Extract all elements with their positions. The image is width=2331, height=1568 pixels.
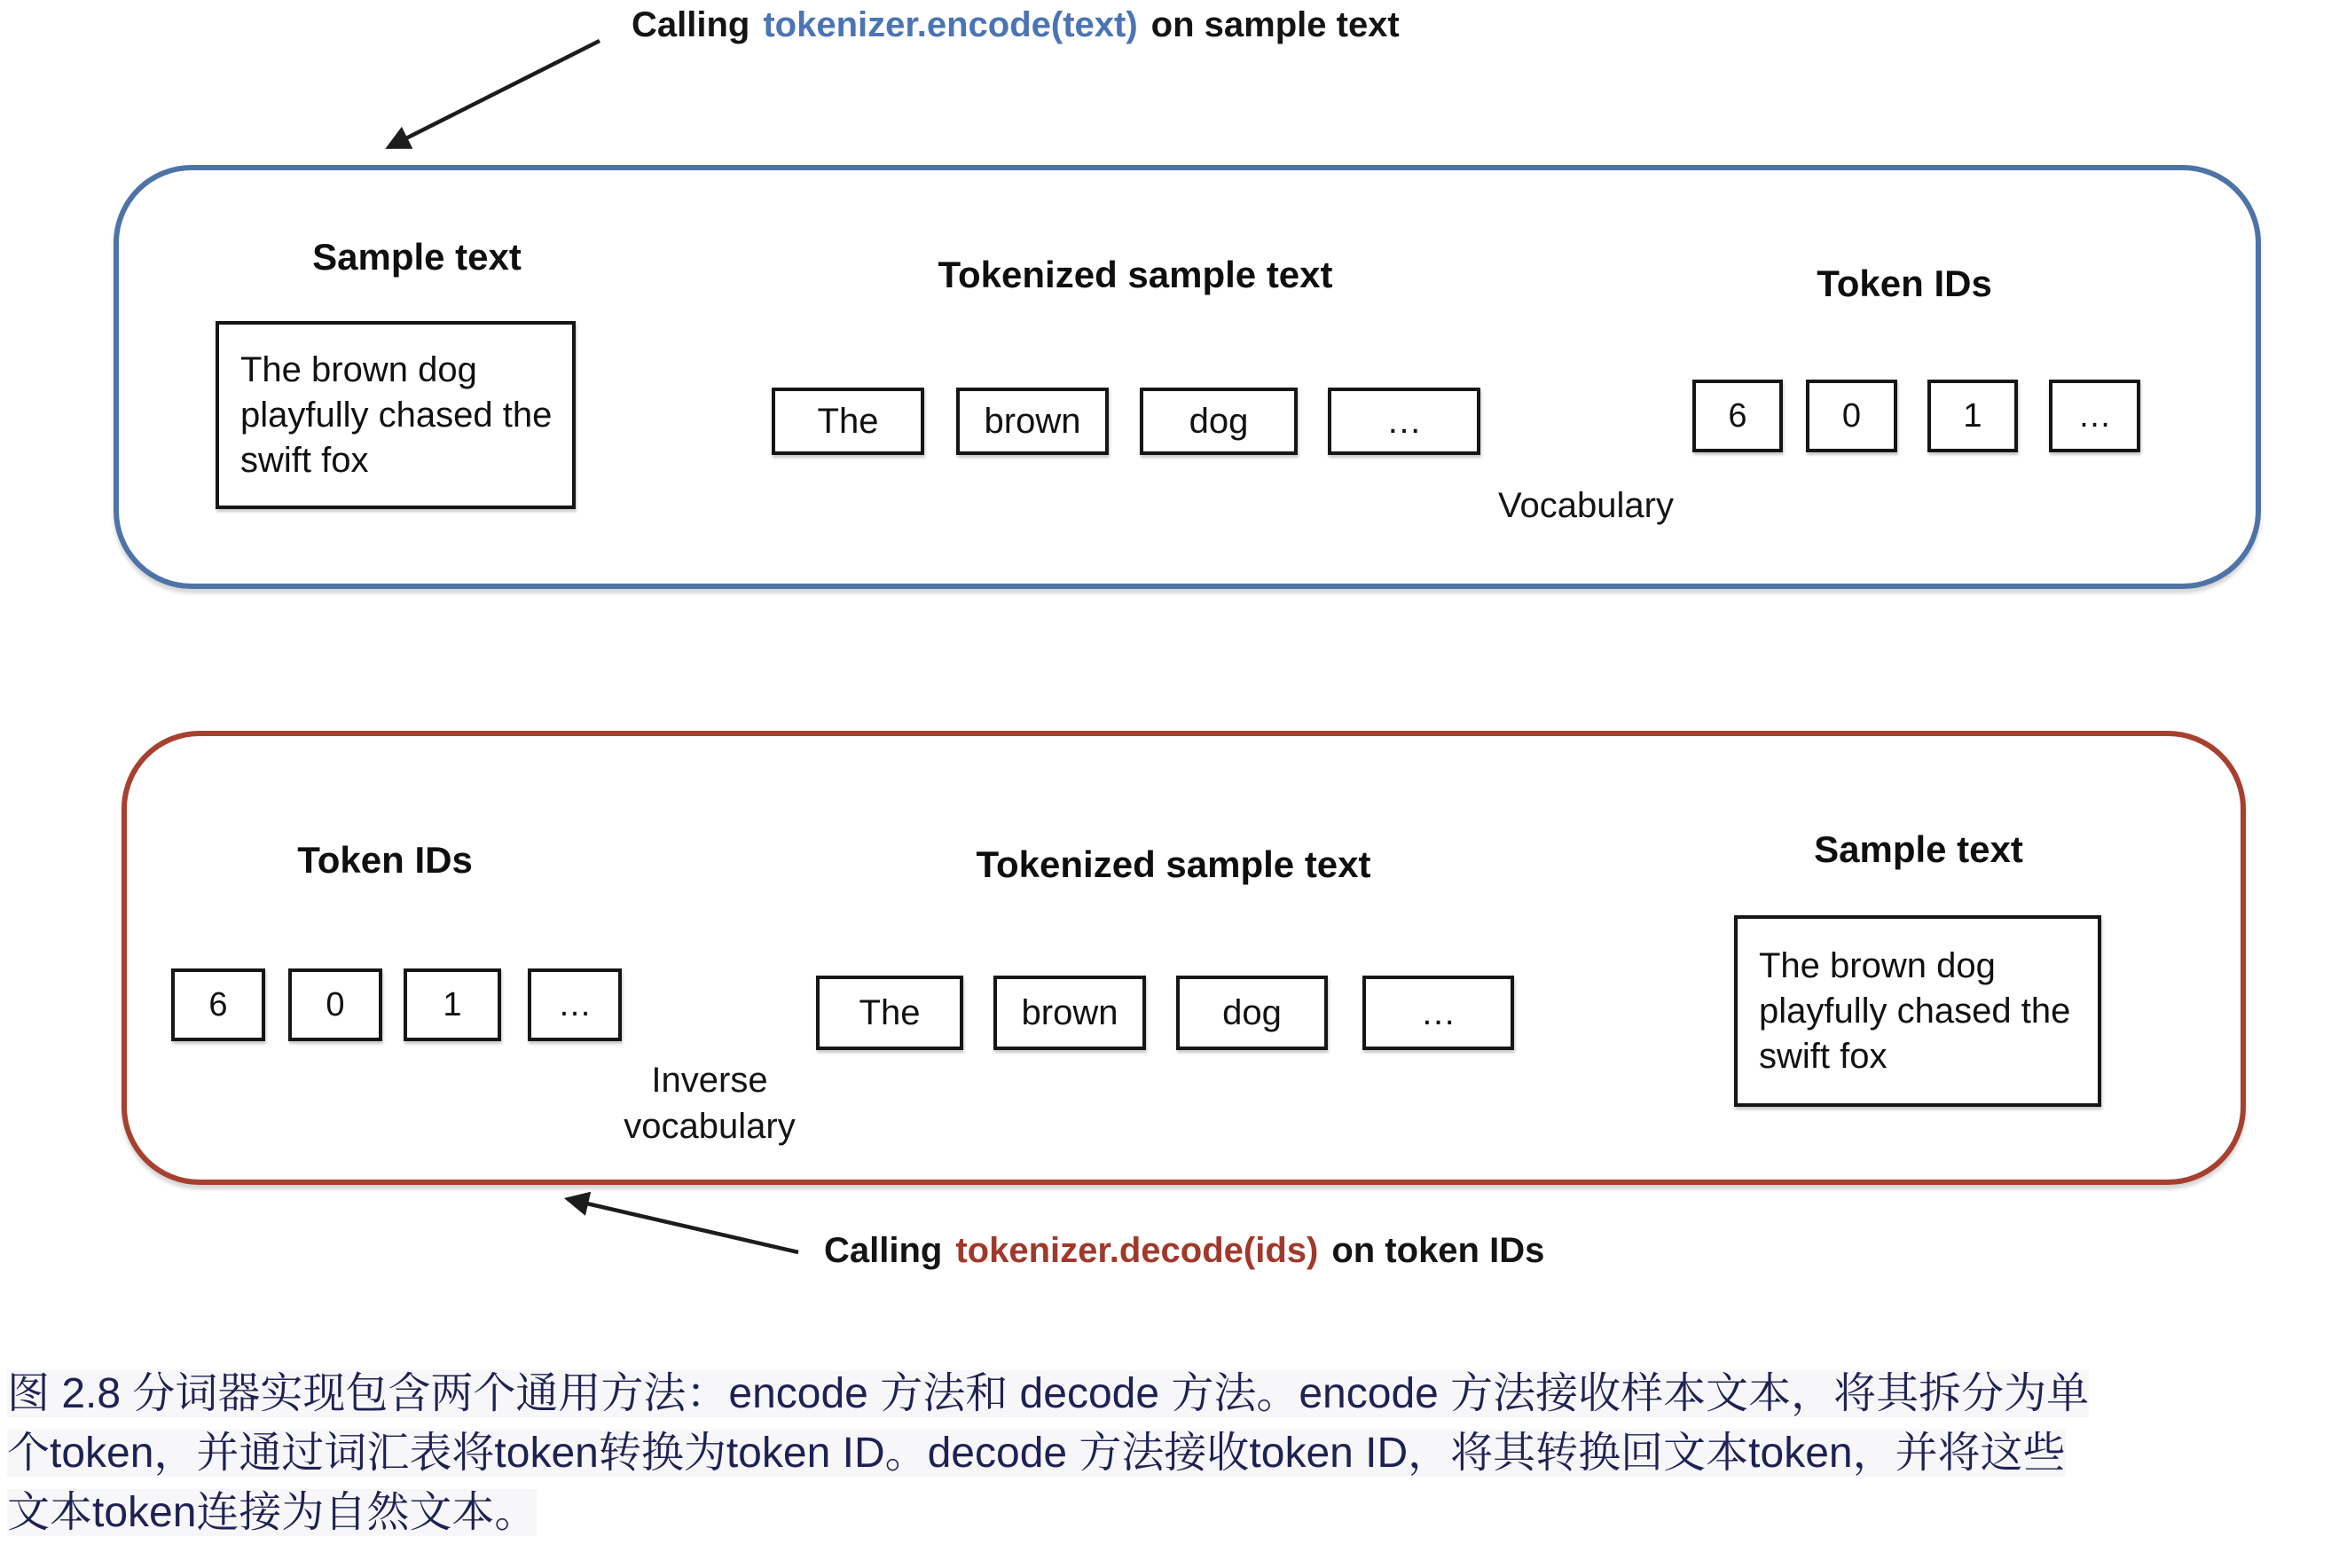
encode-sample-text: The brown dog playfully chased the swift fox [240, 349, 553, 480]
token-box: The [816, 976, 963, 1050]
decode-sample-box [1734, 915, 2101, 1107]
token-box: dog [1140, 388, 1298, 455]
id-box: 1 [404, 968, 501, 1041]
id-box: 6 [1692, 380, 1783, 452]
decode-sample-label: Sample text [1814, 828, 2023, 870]
encode-callout-suffix: on sample text [1150, 5, 1400, 44]
inverse-vocab-line: vocabulary [624, 1107, 796, 1146]
encode-sample-label: Sample text [312, 236, 522, 278]
token-box: … [1362, 976, 1514, 1050]
encode-tokenized-label: Tokenized sample text [938, 254, 1333, 295]
id-box: 0 [288, 968, 382, 1041]
decode-callout-arrow [568, 1199, 798, 1252]
decode-ids-label: Token IDs [297, 839, 473, 881]
decode-callout-code: tokenizer.decode(ids) [955, 1231, 1319, 1270]
token-box: … [1328, 388, 1480, 455]
id-box: 1 [1927, 380, 2018, 452]
token-box: The [772, 388, 924, 455]
id-box: 0 [1806, 380, 1897, 452]
token-box: brown [993, 976, 1146, 1050]
decode-tokenized-label: Tokenized sample text [976, 843, 1371, 885]
id-box: … [2049, 380, 2140, 452]
decode-callout [824, 1231, 1544, 1271]
encode-callout-prefix: Calling [632, 5, 750, 44]
encode-sample-box [216, 321, 576, 509]
decode-inverse-vocab-label [577, 1057, 843, 1149]
encode-callout-arrow [388, 41, 600, 147]
decode-sample-text: The brown dog playfully chased the swift fox [1759, 945, 2071, 1076]
decode-callout-prefix: Calling [824, 1231, 943, 1270]
token-box: brown [956, 388, 1109, 455]
encode-vocab-label: Vocabulary [1498, 486, 1674, 525]
encode-callout-code: tokenizer.encode(text) [763, 5, 1138, 44]
id-box: … [528, 968, 622, 1041]
token-box: dog [1176, 976, 1328, 1050]
id-box: 6 [171, 968, 265, 1041]
decode-callout-suffix: on token IDs [1331, 1231, 1545, 1270]
encode-ids-label: Token IDs [1817, 263, 1992, 304]
inverse-vocab-line: Inverse [651, 1061, 768, 1100]
caption-line: 图 2.8 分词器实现包含两个通用方法：encode 方法和 decode 方法。encode 方法接收样本文本，将其拆分为单 [7, 1370, 2090, 1417]
caption-line: 文本token连接为自然文本。 [7, 1489, 538, 1536]
figure-caption [7, 1364, 2089, 1542]
caption-line: 个token，并通过词汇表将token转换为token ID。decode 方法接收token ID，将其转换回文本token，并将这些 [7, 1430, 2066, 1477]
encode-callout [632, 5, 1400, 45]
